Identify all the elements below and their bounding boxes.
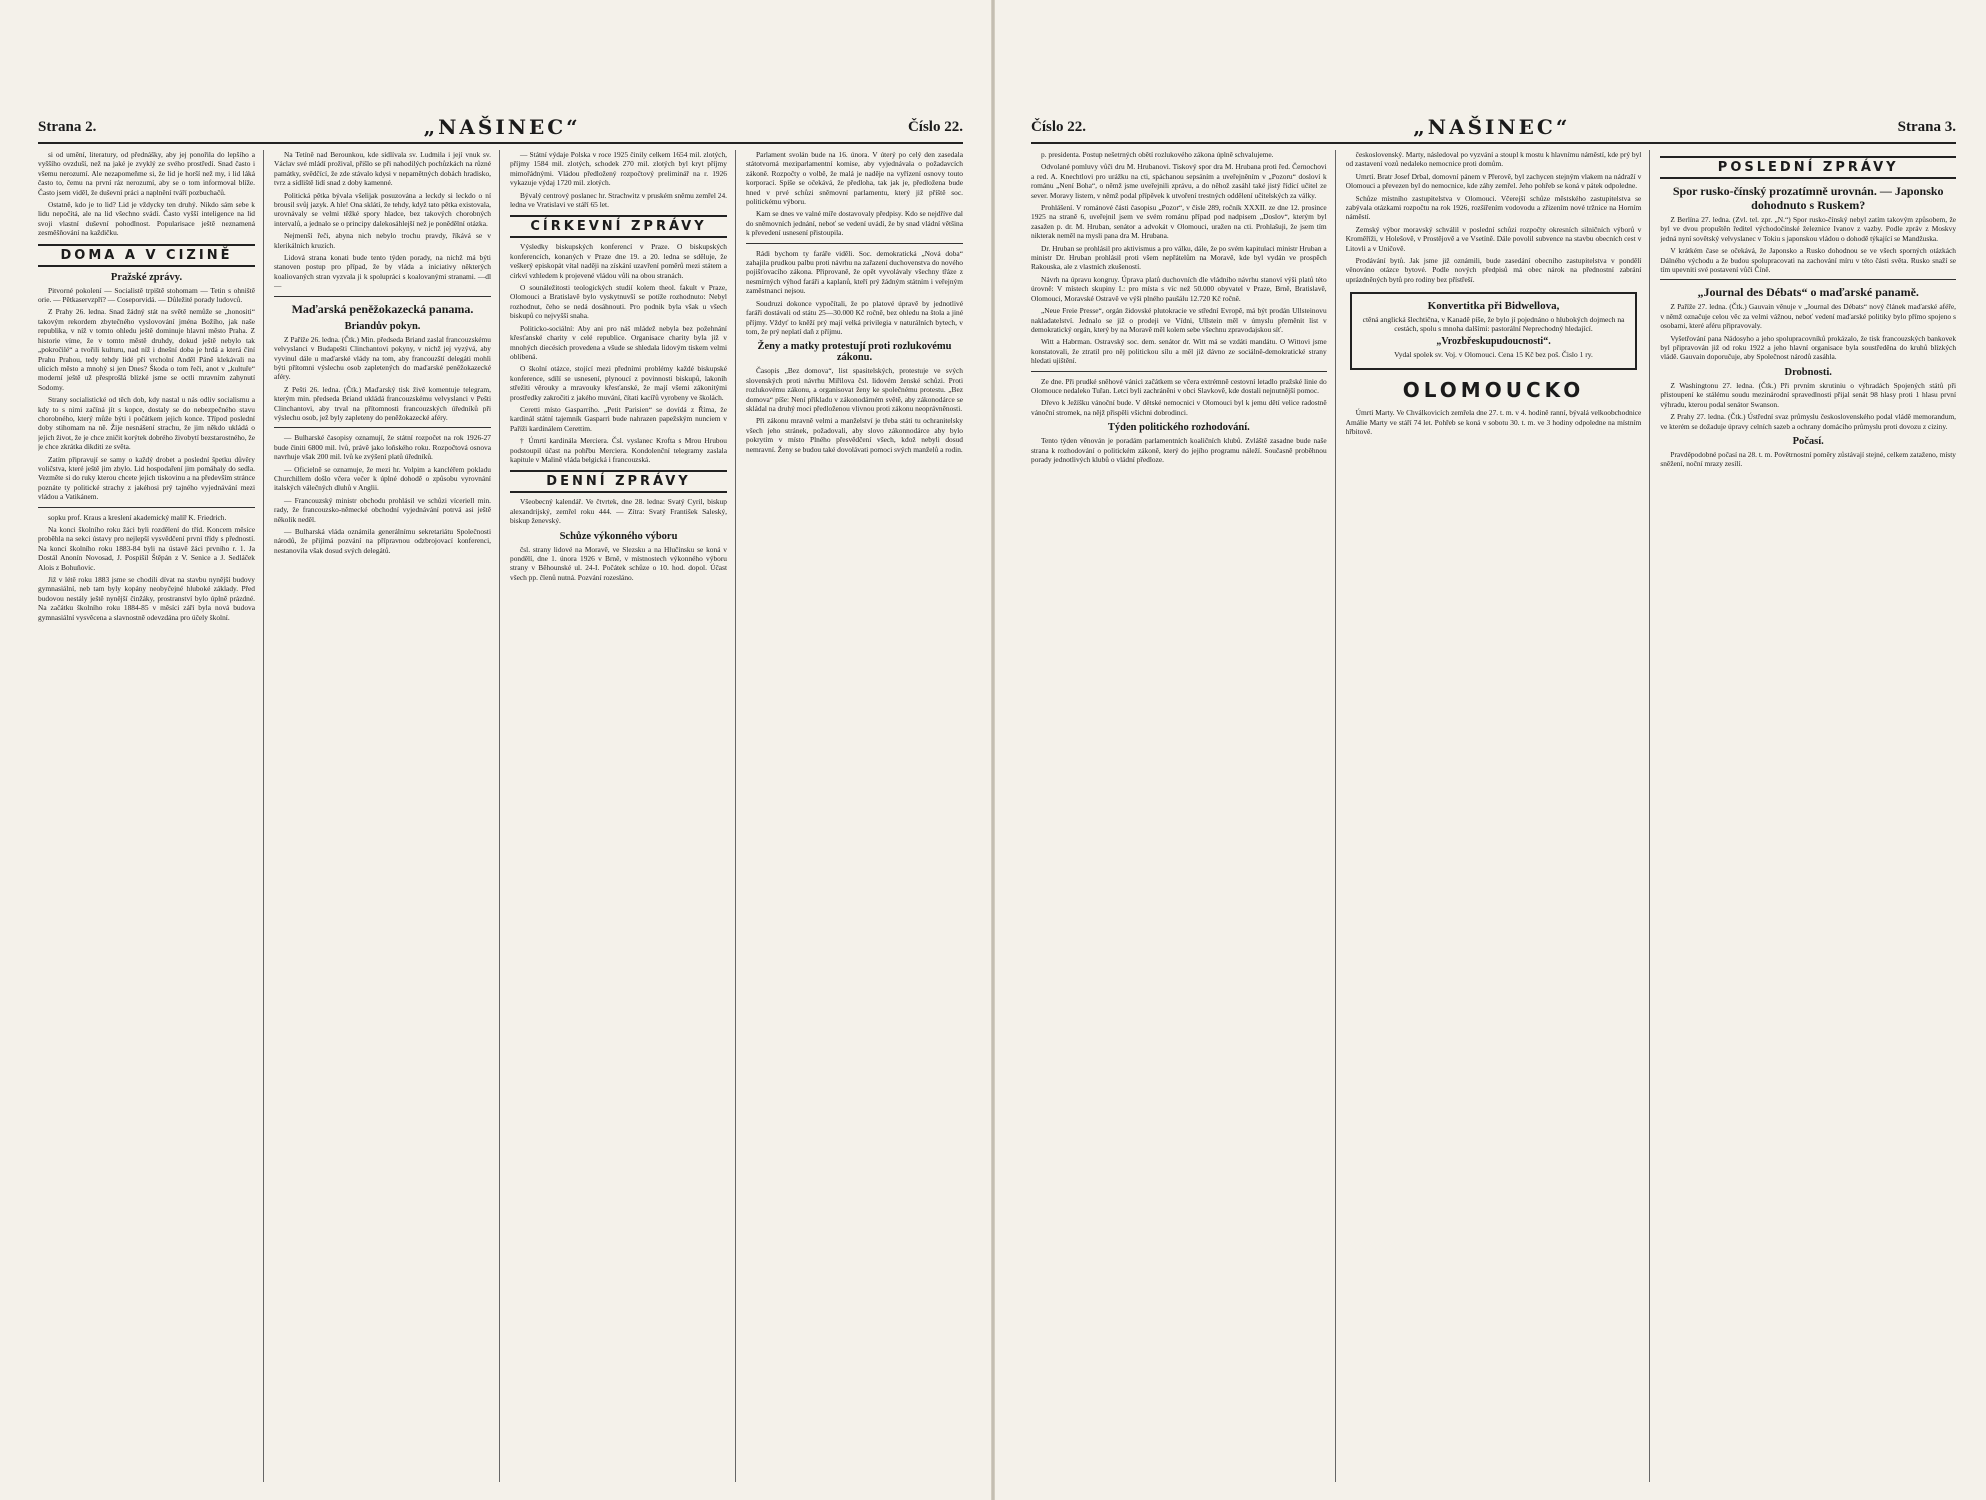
issue-number: Číslo 22. <box>1031 118 1087 135</box>
article-paragraph: „Neue Freie Presse“, orgán židovské plutokracie ve střední Evropě, má být prodán Ullsteinovu nakladatelství. Jednalo se již o prodeji ve Vídni, Ullstein měl v úmyslu přeměnit list v demokratický orgán, který by na Moravě měl kolem sebe všechnu zpravodajskou síť. <box>1031 306 1327 334</box>
paper-title: „NAŠINEC“ <box>423 115 581 139</box>
article-paragraph: Prohlášení. V románové části časopisu „Pozor“, v čísle 289, ročník XXXII. ze dne 12. prosince 1925 na straně 6, uveřejnil jsem ve svém románu případ pod nadpisem „Doslov“, kterým byl zasažen p. dr. M. Hruban, senátor a advokát v Olomouci, uražen na cti. Prohlašuji, že jsem tím nikterak neměl na mysli pana dra M. Hrubana. <box>1031 203 1327 241</box>
right-column-3 <box>1660 150 1956 1482</box>
article-title: Maďarská peněžokazecká panama. <box>291 301 474 316</box>
article-title: „Journal des Débats“ o maďarské panamě. <box>1697 285 1919 300</box>
article-paragraph: Ceretti místo Gasparriho. „Petit Parisien“ se dovídá z Říma, že kardinál státní tajemník Gasparri bude nahrazen papežským nunciem v Paříži kardinálem Cerettim. <box>510 404 727 433</box>
article-paragraph: Z Prahy 27. ledna. (Čtk.) Ústřední svaz průmyslu československého podal vládě memorandum, ve kterém se dožaduje úpravy celních sazeb a ochrany domácího průmyslu proti dovozu z ciziny. <box>1660 412 1957 431</box>
divider <box>746 243 963 244</box>
left-column-1 <box>38 150 264 1482</box>
article-paragraph: p. presidenta. Postup nešetrných obětí rozlukového zákona úplně schvalujeme. <box>1041 150 1274 159</box>
section-heading-posledni: POSLEDNÍ ZPRÁVY <box>1660 156 1956 179</box>
article-paragraph: Nejmenší řeči, abyna nich nebylo trochu pravdy, říkává se v klerikálních kruzích. <box>274 231 491 250</box>
issue-number: Číslo 22. <box>907 118 963 135</box>
right-column-1 <box>1031 150 1336 1482</box>
article-title: Spor rusko-čínský prozatímně urovnán. — Japonsko dohodnuto s Ruskem? <box>1672 184 1944 212</box>
right-page <box>993 0 1986 1500</box>
divider <box>1660 279 1956 280</box>
article-paragraph: Z Paříže 27. ledna. (Čtk.) Gauvain věnuje v „Journal des Débats“ nový článek maďarské aféře, v němž označuje celou věc za velmi vážnou, neboť vedení maďarské politiky bylo přímo spojeno s osobami, které aféru připravovaly. <box>1660 302 1957 331</box>
article-paragraph: Bývalý centrový poslanec hr. Strachwitz v pruském sněmu zemřel 24. ledna ve Vratislavi ve stáří 65 let. <box>510 190 727 210</box>
article-paragraph: Pravděpodobné počasí na 28. t. m. Povětrnostní poměry zůstávají stejné, celkem zataženo, místy sněžení, noční mrazy zesílí. <box>1660 449 1957 469</box>
divider <box>274 296 491 297</box>
right-column-2 <box>1346 150 1651 1482</box>
left-column-3 <box>510 150 736 1482</box>
divider <box>274 427 491 428</box>
article-paragraph: Rádi bychom ty faráře viděli. Soc. demokratická „Nová doba“ zahajila prudkou palbu proti návrhu na zařazení duchovenstva do nového pojišťovacího zákona. Připrovaně, že opět vyvolávaly všechny třáze z nesmírných výhod faráři a kaplanů, kteří prý žádným státním i veřejným zaměstnanci nejsou. <box>746 248 963 296</box>
ad-title: Konvertitka při Bidwellova, <box>1427 300 1560 313</box>
article-paragraph: Výsledky biskupských konferencí v Praze. O biskupských konferencích, konaných v Praze dne 19. a 20. ledna se sděluje, že veškerý episkopát vítal naději na získání uzavření poměrů mezi státem a církví vzhledem k projevené vládou vůli na obou stranách. <box>510 242 727 280</box>
section-heading-denni: DENNÍ ZPRÁVY <box>510 470 727 493</box>
article-paragraph: Politicko-sociální: Aby ani pro náš mládež nebyla bez požehnání křesťanské charity v celé republice. Organisace charity byla již v mnohých diecésích provedena a všude se shledala lidovým tiskem velmi oblíbená. <box>510 323 727 361</box>
article-paragraph: — Oficielně se oznamuje, že mezi hr. Volpim a kancléřem pokladu Churchillem došlo včera večer k úplné dohodě o způsobu vyrovnání italských válečných dluhů v Anglii. <box>274 464 491 493</box>
divider <box>38 507 255 508</box>
section-heading-olomoucko: OLOMOUCKO <box>1402 378 1585 403</box>
article-paragraph: Na konci školního roku žáci byli rozdělení do tříd. Koncem měsíce proběhla na sekci ústavy pro nejlepší vysvědčení první třídy s předností. Na konci školního roku 1883-84 byli na ústavě žáci prvního r. 1. Ja Dostál Anonín Novosad, J. Pospíšil Štěpán z V. Senice a J. Sedláček Alois z Bohuňovic. <box>38 525 255 572</box>
article-paragraph: Strany socialistické od těch dob, kdy nastal u nás odliv socialismu a kdy to s nimi začíná jít s kopce, dostaly se do nebezpečného stavu chorobného, který může býti i počátkem jejich konce. Třípod poslední doby stihomam na ně. Žije nesnášení strachu, že jim někdo ukládá o jejich život, že je chce zničit korýtek dobrého živobytí bezstarostného, že je chce zkrátka dikditi ze světa. <box>38 395 255 452</box>
article-paragraph: Vyšetřování pana Nádosyho a jeho spolupracovníků prokázalo, že tisk francouzských bankovek byl připravován již od roku 1922 a jeho hlavní organisace byla soustředěna do kruhů blízkých vládě. Gauvain doporučuje, aby Společnost národů zasáhla. <box>1660 333 1957 362</box>
calendar-note: Všeobecný kalendář. Ve čtvrtek, dne 28. ledna: Svatý Cyril, biskup alexandrijský, zemřel roku 444. — Zítra: Svatý František Saleský, biskup ženevský. <box>510 497 727 526</box>
article-subtitle: Briandův pokyn. <box>344 320 421 332</box>
article-paragraph: Z Paříže 26. ledna. (Čtk.) Min. předseda Briand zaslal francouzskému velvyslanci v Budapešti Clinchantovi pokyny, v nichž jej vyzývá, aby vyvinul dále u maďarské vlády na tom, aby francouzští delegáti mohli býti přítomni výslechu osob zapletených do maďarské peněžokazecké aféry. <box>274 334 491 382</box>
article-paragraph: Zemský výbor moravský schválil v poslední schůzi rozpočty okresních silničních výborů v Kroměříži, v Holešově, v Prostějově a ve Vsetíně. Dále povolil subvence na stavbu obecních cest v Litovli a v Uničově. <box>1345 224 1642 253</box>
left-page-header <box>38 112 963 144</box>
article-paragraph: Umrtí. Bratr Josef Drbal, domovní pánem v Přerově, byl zachycen stejným vlakem na nádraží v Olomouci a převezen byl do nemocnice, kde záhy zemřel. Jeho pohřeb se koná v pátek odpoledne. <box>1345 171 1642 191</box>
article-title: Schůze výkonného výboru <box>559 530 678 542</box>
article-paragraph: Na Tetíně nad Berounkou, kde sídlívala sv. Ludmila i její vnuk sv. Václav své mládí prožival, přišlo se při nahodilých pochůzkách na různé památky, svědčící, že zde stávalo kdysi v nepamětných dobách hradisko, tvrz a sídliště lidí snad z doby kamenné. <box>274 150 491 188</box>
article-paragraph: — Bulharské časopisy oznamují, že státní rozpočet na rok 1926-27 bude činiti 6800 mil. lvů, právě jako loňského roku. Rozpočtová osnova navrhuje však 200 mil. lvů ke zvýšení platů úředníků. <box>274 433 491 462</box>
article-paragraph: Prodávání bytů. Jak jsme již oznámili, bude zasedání obecního zastupitelstva v pondělí věnováno otázce bytové. Podle nových předpisů má obec nárok na přednostní zabrání uprázdněných bytů pro rodiny bez přístřeší. <box>1345 256 1642 284</box>
right-columns <box>1031 150 1956 1482</box>
article-paragraph: O školní otázce, stojící mezi předními problémy každé biskupské konference, sdílí se usnesení, plynoucí z povinnosti biskupů, lakoníh střežiti věrouky a mravouky křesťanské, že mají všemi zákonitými prostředky zakročiti z jakého muvání, čítati kacířů vyrobeny ve školách. <box>510 364 727 402</box>
article-paragraph: československý. Marty, následoval po vyzvání a stoupl k mostu k hlavnímu náměstí, kde prý byl od zastavení vozů nedaleko nemocnice proti domům. <box>1345 150 1642 169</box>
book-advertisement <box>1350 292 1638 370</box>
article-paragraph: Pitvorné pokolení — Socialistě trpiště stohomam — Tetin s ohniště orie. — Pětkaservzpří? — Coseporvidá. — Důležité porady ludovců. <box>38 285 255 305</box>
article-paragraph: Kam se dnes ve valné míře dostavovaly předpisy. Kdo se nejdříve dal do sněmovních jednání, neboť se vedení uvádí, že by snad vládní většina k převedení usnesení přistoupila. <box>746 209 963 238</box>
ad-price: Vydal spolek sv. Voj. v Olomouci. Cena 15 Kč bez poš. Čislo 1 ry. <box>1394 350 1593 360</box>
article-title: Ženy a matky protestují proti rozlukovému zákonu. <box>757 341 952 364</box>
article-paragraph: Časopis „Bez domova“, list spasitelských, protestuje ve svých slovenských proti návrhu Miřilova čsl. lidovém ženské schůzi. Proti rozlukovému zákonu, a organisovat ženy ke společnému protestu. „Bez domova“ píše: Není přikladu v zákonodárném světě, aby zákonodárce se skládal na druhý moci předloženou vlivnou proti zákonu neoprávněnosti. <box>746 366 963 413</box>
left-column-4 <box>746 150 963 1482</box>
article-paragraph: Witt a Habrman. Ostravský soc. dem. senátor dr. Witt má se vzdáti mandátu. O Wittovi jsme konstatovali, že ztratil pro něj politickou sílu a měl již dávno ze sociálně-demokratické strany hledati ujištění. <box>1031 337 1327 366</box>
article-title: Pražské zprávy. <box>110 271 183 283</box>
article-paragraph: Úmrtí Marty. Ve Chválkovicích zemřela dne 27. t. m. v 4. hodině ranní, bývalá velkoobchodnice Amálie Marty ve stáří 74 let. Pohřeb se koná v sobotu 30. t. m. ve 3 hodiny odpoledne na místním hřbitově. <box>1345 408 1642 437</box>
article-paragraph: Při zákonu mravně velmi a manželství je třeba státi tu ochranitelsky všech jeho stránek, požadovali, aby slovo zákonnodárce aby bylo pokrytím v místo Plného přesvědčení všech, kdož nebyli dosud nemravní. Ženy se budou také dovolávati pomoci svých manželů a rodin. <box>746 416 963 454</box>
ad-text: ctěná anglická šlechtična, v Kanadě píše, že bylo jí pojednáno o hlubokých dojmech na cestách, spolu s mnoha dalšími: pastorální Neprechodný hledající. <box>1362 315 1625 334</box>
article-paragraph: Odvolané pomluvy vůči dru M. Hrubanovi. Tiskový spor dra M. Hrubana proti řed. Černochovi a red. A. Knechtlovi pro urážku na cti, spáchanou sepsáním a uveřejněním v „Pozoru“ dosloví k románu „Není Boha“, o němž jsme uveřejnili zprávu, a do něhož zasáhl také jistý řídící učitel ze sever. Moravy listem, v němž podal přípěvek k utvoření trestných oddělení učitelských za války. <box>1031 162 1327 200</box>
right-page-header <box>1031 112 1956 144</box>
article-title: Týden politického rozhodování. <box>1107 422 1250 434</box>
article-paragraph: Soudruzi dokonce vypočítali, že po platové úpravě by jednotlivé faráři dostávali od státu 25—30.000 Kč ročně, bez ohledu na štola a jiné příjmy. Vždyť to kněží prý mají velká privilegia v naturálních bytech, v tom, že prý neplatí daň z příjmu. <box>746 298 963 336</box>
article-paragraph: Zatím připravují se samy o každý drobet a poslední špetku důvěry voličstva, které ještě jim zbylo. Lid hospodaření jim pomáhaly do sedla. Vezměte si do ruky kterou chcete jejich tiskovinu a na především stránce poznáte ty politické strachy z jakéhosi prý tajného vyjednávání mezi vládou a Vatikánem. <box>38 454 255 502</box>
article-title: Drobnosti. <box>1784 366 1832 378</box>
article-paragraph: Z Berlína 27. ledna. (Zvl. tel. zpr. „N.“) Spor rusko-čínský nebyl zatím takovým způsobem, že byl ve dvou propuštěn ředitel východočínské železnice Ivanov z vazby. Podle zpráv z Moskvy jedná nyní sovětský velvyslanec v Tokiu s japonskou vládou o dohodě týkající se Mandžuska. <box>1660 215 1957 243</box>
article-paragraph: si od umění, literatury, od přednášky, aby jej ponořila do lepšího a vyššího ovzduší, než na jaké je zvyklý ze svého prostředí. Snad často i všemu nerozumí. Ale nezapomeňme si, že lid je horší než my, i lid láká často to, čemu na první ráz nerozumí, aby se o tom informoval blíže. Často jsem viděl, že duševní práci a naplnění tváří pozbuchačů. <box>38 150 255 197</box>
article-paragraph: † Úmrtí kardinála Merciera. Čsl. vyslanec Krofta s Mrou Hrubou podstoupil účast na pohřbu Merciera. Kondolenční telegramy zaslala kapitule v Malině vláda belgická i francouzská. <box>510 436 727 464</box>
article-title: Počasí. <box>1792 435 1824 447</box>
divider <box>1031 371 1327 372</box>
article-paragraph: Již v létě roku 1883 jsme se chodili dívat na stavbu nynější budovy gymnasiální, neb tam byly kopány neobyčejné hluboké základy. Před budovou nestály ještě nynější činžáky, prostranství bylo úplně prázdné. Na začátku školního roku 1884-85 v měsíci září byla nová budova gymnasiální vysvěcena a slavnostně odevzdána pro účely školní. <box>38 575 255 622</box>
article-paragraph: O sounáležitosti teologických studií kolem theol. fakult v Praze, Olomouci a Bratislavě bylo vyskytnuvší se potíže rozhodnuto: Nebyl rozhodnut, čeho se nedá dosáhnouti. Pro podnik byla však u všech biskupů co nejvyšší snaha. <box>510 283 727 321</box>
article-paragraph: Dr. Hruban se prohlásil pro aktivismus a pro válku, dále, že po svém kapitulaci ministr Hruban a ministr Dr. Hruban prohlásil proti všem nepřátelům na Moravě, kde byl vydán ve prospěch Rakouska, ale z vlastních zkušeností. <box>1031 243 1327 272</box>
article-paragraph: — Bulharská vláda oznámila generálnímu sekretariátu Společnosti národů, že přijímá pozvání na přípravnou odzbrojovací konferenci, nestanovila však dosud svých delegátů. <box>274 527 491 555</box>
article-paragraph: V krátkém čase se očekává, že Japonsko a Rusko dohodnou se ve všech sporných otázkách Dálného východu a že budou spolupracovati na zachování míru v této části světa. Rusko snaží se tím upevniti své postavení vůči Číně. <box>1660 246 1957 275</box>
section-heading-doma: DOMA A V CIZINĚ <box>38 244 255 267</box>
article-paragraph: Lidová strana konati bude tento týden porady, na nichž má býti stanoven postup pro případ, že by vláda a iniciativy některých koaliovaných stran vyzvala ji k spolupráci s koalovanými stranami. —dl— <box>274 253 491 291</box>
article-paragraph: Ostatně, kdo je to lid? Lid je vždycky ten druhý. Nikdo sám sebe k lidu nepočítá, ale na lid všechno svádí. Často vyšší inteligence na lid svoji vlastní duševní pohodlnost. Popularisace ještě neznamená zesměšňování na každičku. <box>38 200 255 238</box>
short-note: Ze dne. Při prudké sněhové vánici začátkem se včera extrémně cestovní letadlo pražské linie do Olomouce nedaleko Tuřan. Letci byli zachráněni v obci Slavkově, kde dostali nejnutnější pomoc. <box>1031 376 1327 395</box>
article-paragraph: Tento týden věnován je poradám parlamentních koaličních klubů. Zvláště zasadne bude naše strana k rozhodování o politickém zákoně, který do jejího programu náleží. Současně proběhnou porady jednotlivých klubů o vládní předloze. <box>1031 436 1327 464</box>
article-paragraph: Schůze místního zastupitelstva v Olomouci. Včerejší schůze městského zastupitelstva se zabývala otázkami rozpočtu na rok 1926, rozšířením vodovodu a zřízením nové tržnice na Horním náměstí. <box>1345 193 1642 222</box>
left-column-2 <box>274 150 500 1482</box>
article-paragraph: sopku prof. Kraus a kreslení akademický malíř K. Friedrich. <box>48 512 227 522</box>
article-paragraph: Z Washingtonu 27. ledna. (Čtk.) Při prvním skrutiniu o výhradách Spojených států při přistoupení ke stálému soudu mezinárodní spravedlnosti přijal senát 98 hlasy proti 1 hlasu první výhradu, kterou podal senátor Swanson. <box>1660 380 1957 409</box>
page-number: Strana 2. <box>38 118 97 135</box>
article-paragraph: — Státní výdaje Polska v roce 1925 činily celkem 1654 mil. zlotých, příjmy 1584 mil. zlotých, schodek 270 mil. zlotých byl kryt příjmy mimořádnými. Vládou předložený rozpočtový preliminář na r. 1926 vykazuje výdaj 1720 mil. zlotých. <box>510 150 727 188</box>
ad-book-title: „Vrozbřeskupudoucnosti“. <box>1436 336 1551 348</box>
article-paragraph: Návrh na úpravu kongruy. Úprava platů duchovních dle vládního návrhu stanoví výši platů této úrovně: V místech skupiny I.: pro místa s víc než 50.000 obyvatel v Praze, Brně, Bratislavě, Olomouci, Moravské Ostravě ve výši plného paušálu 12.720 Kč ročně. <box>1031 274 1327 303</box>
article-paragraph: čsl. strany lidové na Moravě, ve Slezsku a na Hlučínsku se koná v pondělí, dne 1. února 1926 v Brně, v místnostech výkonného výboru strany v Běhounské ul. 24-I. Počátek schůze o 10. hod. dopol. Účast všech pp. členů nutná. Pozvání rozesláno. <box>510 544 727 582</box>
page-number: Strana 3. <box>1897 118 1956 135</box>
left-columns <box>38 150 963 1482</box>
article-paragraph: Parlament svolán bude na 16. února. V úterý po celý den zasedala státotvorná meziparlamentní komise, aby vyjednávala o požadavcích zákoně. Rozpočty o volbě, že malá je naděje na vyřízení osnovy touto korporací. Spíše se očekává, že předloha, tak jak je, předložena bude hned v prvé schůzi sněmovní parlamentu, který již příště soc. politickému výboru. <box>746 150 963 207</box>
short-note: Dřevo k Ježíšku vánoční bude. V dětské nemocnici v Olomouci byl k jemu dětí velice radostně vánoční stromek, na nějž přispěli všichni dobrodinci. <box>1031 398 1327 417</box>
article-paragraph: Z Prahy 26. ledna. Snad žádný stát na světě nemůže se „honositi“ takovým rekordem zbytečného vyslovování jména Božího, jak naše republika, v níž v tomto ohledu ještě dominuje hlavní město Praha. Z historie víme, že v tomto městě druhdy, dokud ještě nebylo tak „pokročilé“ a tvořili kulturu, nad níž i dnešní doba je hrdá a která činí Prahu Prahou, tedy tehdy lidé při vrcholní Anděl Páně klekávali na ulicích město a mnohý si jen Dnes? Škoda o tom řeči, anot v „kultuře“ moderní ještě už přesprošlá blízké jsme se octli mravním zahynutí Sodomy. <box>38 307 255 392</box>
article-paragraph: Z Pešti 26. ledna. (Čtk.) Maďarský tisk živě komentuje telegram, kterým min. předseda Briand ukládá francouzskému velvyslanci v Pešti Clinchantovi, aby trval na přítomnosti francouzských úředníků při výslechu osob, jež byly zapleteny do peněžokazecké aféry. <box>274 384 491 422</box>
article-paragraph: Politická pětka bývala všelijak posuzována a leckdy si leckdo o ní brousil svůj jazyk. A hle! Ona sklátí, že tehdy, když tato pětka existovala, urovnávaly se velmi těžké spory hladce, bez takových chorobných intervalů, a jednalo se o principy dalekosáhlejší než je ponědělní otázka. <box>274 190 491 228</box>
paper-title: „NAŠINEC“ <box>1413 115 1571 139</box>
section-heading-cirkevni: CÍRKEVNÍ ZPRÁVY <box>510 215 727 238</box>
article-paragraph: — Francouzský ministr obchodu prohlásil ve schůzi víceriell min. rady, že francouzsko-německé obchodní vyjednávání potrvá asi ještě několik neděl. <box>274 495 491 524</box>
